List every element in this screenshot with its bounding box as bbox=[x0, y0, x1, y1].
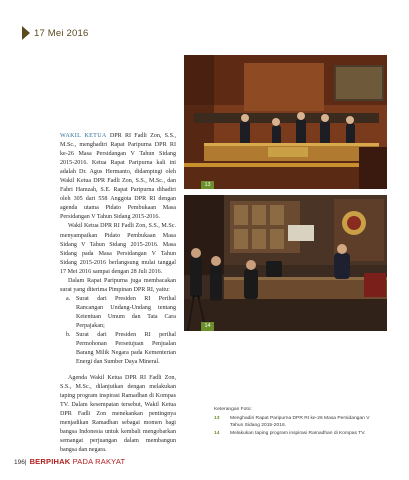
caption-title: Keterangan Foto: bbox=[214, 407, 252, 412]
photo-captions bbox=[214, 406, 374, 437]
paragraph-4: Agenda Wakil Ketua DPR RI Fadli Zon, S.S., M.Sc., dilanjutkan dengan melakukan taping program inspirasi Ramadhan di Kompas TV. Dalam kesempatan tersebut, Wakil Ketua DPR Fadli Zon menekankan pentingnya menjadikan Ramadhan sebagai momen bagi bangsa Indonesia untuk kembali mengobarkan semangat perjuangan dalam membangun bangsa dan negara. bbox=[60, 375, 176, 454]
photo-plenary-session bbox=[184, 55, 387, 189]
page-header bbox=[22, 25, 89, 41]
triangle-marker-icon bbox=[22, 26, 30, 40]
footer-separator: | bbox=[24, 459, 27, 466]
article-body bbox=[60, 132, 176, 367]
photo-tag-14: 14 bbox=[201, 322, 214, 331]
article-body-continued bbox=[60, 374, 176, 455]
caption-item bbox=[214, 415, 374, 429]
caption-number: 14 bbox=[214, 430, 220, 436]
lead-text: WAKIL KETUA bbox=[60, 133, 107, 139]
interview-photo-icon bbox=[184, 195, 387, 331]
footer-title: BERPIHAK PADA RAKYAT bbox=[29, 457, 126, 466]
list-item: b. Surat dari Presiden RI perihal Permohonan Persetujuan Penjualan Barang Milik Negara pada Kementerian Energi dan Sumber Daya Mineral. bbox=[66, 332, 176, 366]
caption-text: Menghadiri Rapat Paripurna DPR RI ke-26 Masa Persidangan V Tahun Sidang 2015-2016. bbox=[230, 416, 370, 429]
caption-item bbox=[214, 430, 374, 437]
paragraph-2: Wakil Ketua DPR RI Fadli Zon, S.S., M.Sc. menyampaikan Pidato Pembukaan Masa Sidang V Tahun Sidang 2015-2016. Masa Sidang pada Masa Persidangan V Tahun Sidang 2015-2016 berlangsung mulai tanggal 17 Mei 2016 sampai dengan 28 Juli 2016. bbox=[60, 223, 176, 275]
paragraph-3: Dalam Rapat Paripurna juga membacakan surat yang diterima Pimpinan DPR RI, yaitu: bbox=[60, 277, 176, 293]
photo-interview bbox=[184, 195, 387, 331]
page-number: 196 bbox=[14, 459, 25, 466]
plenary-session-photo-icon bbox=[184, 55, 387, 189]
paragraph-1 bbox=[60, 132, 176, 222]
letters-list bbox=[60, 295, 176, 367]
photo-tag-13: 13 bbox=[201, 181, 214, 189]
paragraph-1-text: DPR RI Fadli Zon, S.S., M.Sc., menghadiri Rapat Paripurna DPR RI ke-26 Masa Persidangan V Tahun Sidang 2015-2016. Ketua Rapat Paripurna kali ini adalah Dr. Agus Hermanto, didampingi oleh Wakil Ketua DPR Fadli Zon, S.S., M.Sc., dan Fahri Hamzah, S.E. Rapat Paripurna dihadiri oleh 305 dari 558 Anggota DPR RI dengan agenda utama Pidato Pembukaan Masa Persidangan V Tahun Sidang 2015-2016. bbox=[60, 133, 177, 221]
list-item: a. Surat dari Presiden RI Perihal Rancangan Undang-Undang tentang Ketentuan Umum dan Tata Cara Perpajakan; bbox=[66, 295, 176, 329]
page-footer bbox=[14, 457, 125, 466]
caption-number: 13 bbox=[214, 416, 220, 422]
header-date: 17 Mei 2016 bbox=[34, 27, 89, 39]
caption-text: Melakukan taping program inspirasi Ramadhan di Kompas TV. bbox=[230, 430, 366, 436]
